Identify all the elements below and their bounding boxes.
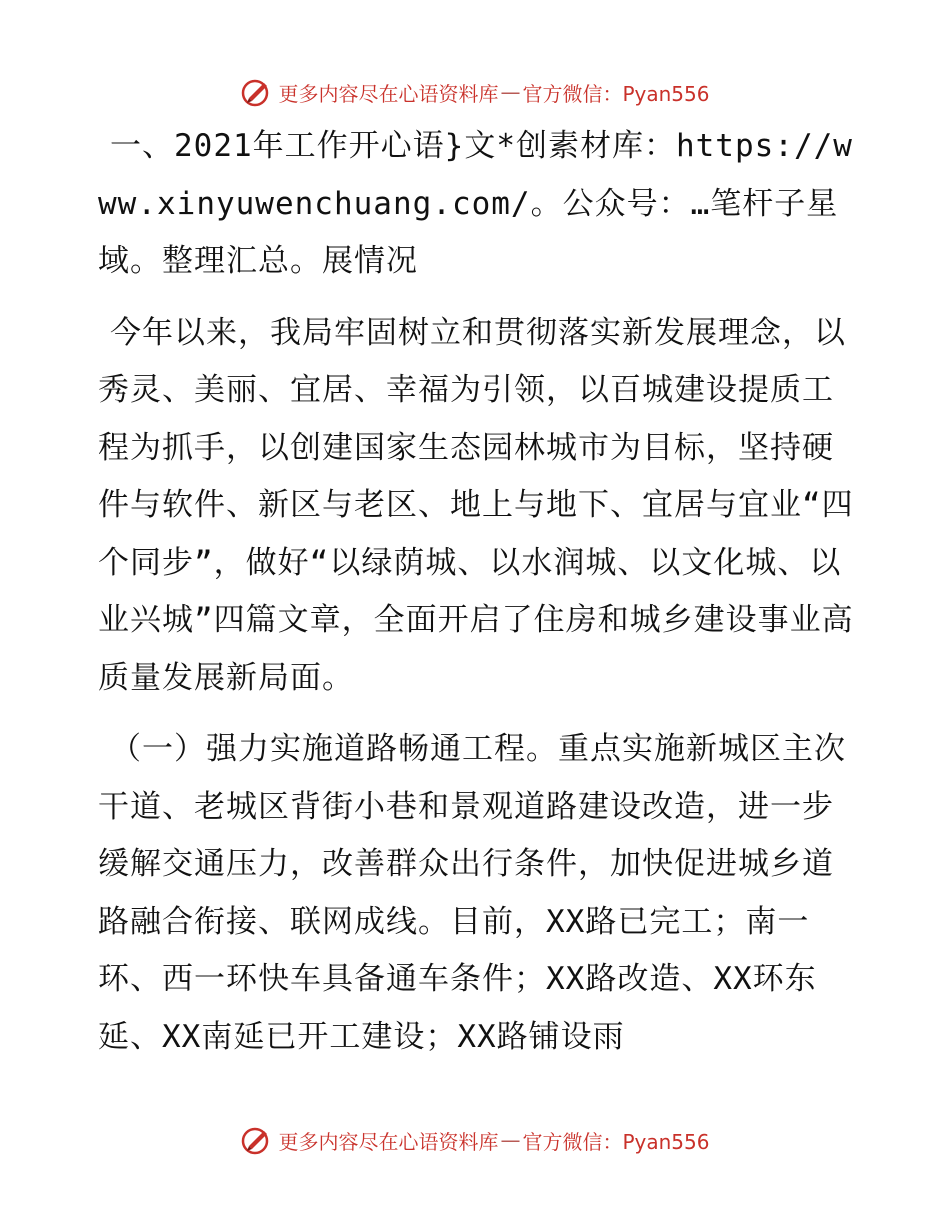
footer-watermark-banner — [0, 1120, 950, 1160]
document-body — [98, 118, 858, 1066]
banner-contact: 官方微信：Pyan556 — [522, 1129, 710, 1154]
header-watermark-banner — [0, 72, 950, 112]
intro-paragraph: 今年以来，我局牢固树立和贯彻落实新发展理念，以秀灵、美丽、宜居、幸福为引领，以百城建设提质工程为抓手，以创建国家生态园林城市为目标，坚持硬件与软件、新区与老区、地上与地下、宜居与宜业“四个同步”，做好“以绿荫城、以水润城、以文化城、以业兴城”四篇文章，全面开启了住房和城乡建设事业高质量发展新局面。 — [98, 314, 854, 696]
banner-text: 更多内容尽在心语资料库 — [278, 1129, 499, 1154]
pen-logo-icon — [240, 1124, 272, 1156]
banner-contact: 官方微信：Pyan556 — [522, 81, 710, 106]
banner-separator: — — [500, 80, 521, 104]
pen-logo-icon — [240, 76, 272, 108]
road-project-paragraph: （一）强力实施道路畅通工程。重点实施新城区主次干道、老城区背街小巷和景观道路建设改造，进一步缓解交通压力，改善群众出行条件，加快促进城乡道路融合衔接、联网成线。目前，XX路已完工；南一环、西一环快车具备通车条件；XX路改造、XX环东延、XX南延已开工建设；XX路铺设雨 — [98, 731, 846, 1055]
section-heading-paragraph: 一、2021年工作开心语}文*创素材库：https://www.xinyuwenchuang.com/。公众号：…笔杆子星域。整理汇总。展情况 — [98, 128, 853, 279]
banner-separator: — — [500, 1128, 521, 1152]
banner-text: 更多内容尽在心语资料库 — [278, 81, 499, 106]
